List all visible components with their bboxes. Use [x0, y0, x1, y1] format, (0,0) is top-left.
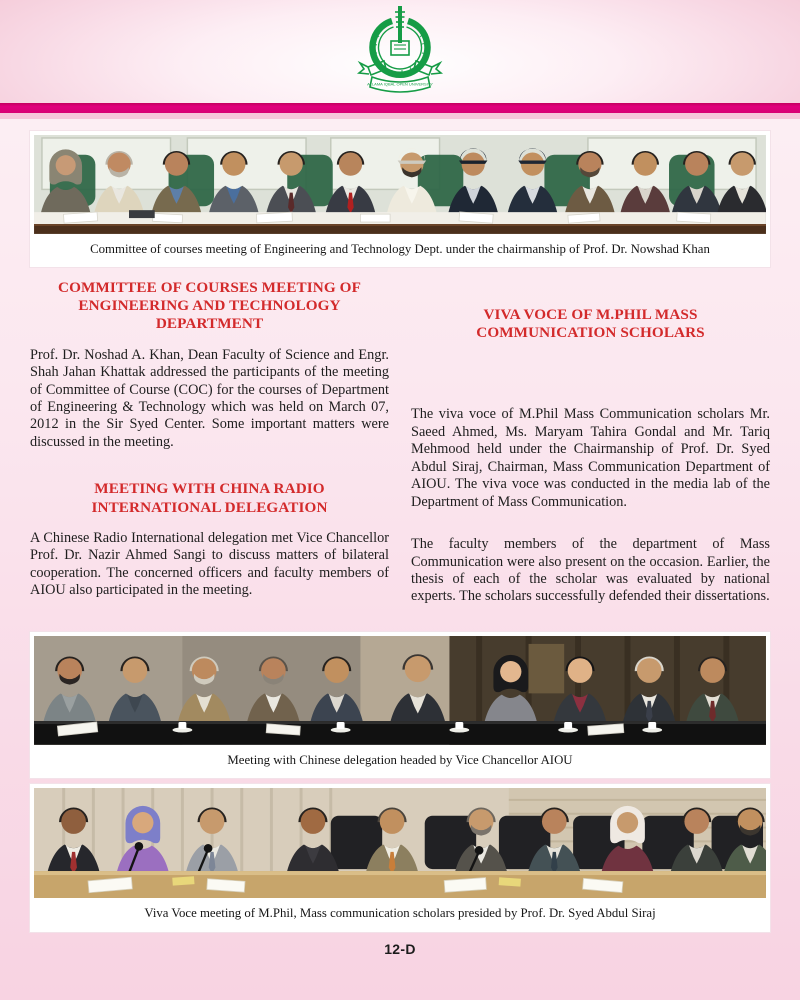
article-body: A Chinese Radio International delegation met Vice Chancellor Prof. Dr. Nazir Ahmed Sangi to discuss matters of bilateral cooperation. The concerned officers and faculty members of AIOU also participated in the meeting.: [30, 529, 389, 599]
photo-card-committee: [30, 131, 770, 267]
article-body: The faculty members of the department of Mass Communication were also present on the occasion. Earlier, the thesis of each of the scholar was evaluated by national experts. The scholars successfully defended their dissertations.: [411, 536, 770, 605]
pink-accent-stripe: [0, 113, 800, 119]
page-header: [0, 0, 800, 103]
photo-caption: Committee of courses meeting of Engineering and Technology Dept. under the chairmanship of Prof. Dr. Nowshad Khan: [90, 241, 710, 256]
logo-banner-text: ALLAMA IQBAL OPEN UNIVERSITY: [367, 81, 433, 86]
right-column: [411, 279, 770, 606]
article-heading: COMMITTEE OF COURSES MEETING OF ENGINEERING AND TECHNOLOGY DEPARTMENT: [58, 278, 361, 333]
chinese-delegation-photo: [34, 636, 766, 745]
aiou-emblem-logo: [348, 3, 452, 101]
viva-voce-photo: [34, 788, 766, 899]
committee-meeting-photo: [34, 135, 766, 234]
magenta-accent-bar: [0, 103, 800, 113]
photo-card-viva-voce: [30, 784, 770, 932]
article-body: Prof. Dr. Noshad A. Khan, Dean Faculty of Science and Engr. Shah Jahan Khattak addressed the participants of the meeting of Committee of Course (COC) for the courses of Department of Engineering & Technology which was held on March 07, 2012 in the Sir Syed Center. Some important matters were discussed in the meeting.: [30, 346, 389, 450]
article-columns: [30, 279, 770, 606]
page-number: 12-D: [384, 940, 416, 957]
photo-caption: Viva Voce meeting of M.Phil, Mass communication scholars presided by Prof. Dr. Syed Abdul Siraj: [144, 906, 656, 921]
page-content: [0, 131, 800, 957]
article-body: The viva voce of M.Phil Mass Communication scholars Mr. Saeed Ahmed, Ms. Maryam Tahira Gondal and Mr. Tariq Mehmood held under the Chairmanship of Prof. Dr. Syed Abdul Siraj, Chairman, Mass Communication Department of AIOU. The viva voce was conducted in the media lab of the Department of Mass Communication.: [411, 406, 770, 510]
photo-caption: Meeting with Chinese delegation headed by Vice Chancellor AIOU: [227, 752, 573, 767]
photo-card-chinese-delegation: [30, 632, 770, 778]
article-heading: VIVA VOCE OF M.PHIL MASS COMMUNICATION SCHOLARS: [476, 305, 705, 342]
article-heading: MEETING WITH CHINA RADIO INTERNATIONAL DELEGATION: [91, 480, 328, 516]
left-column: [30, 279, 389, 606]
